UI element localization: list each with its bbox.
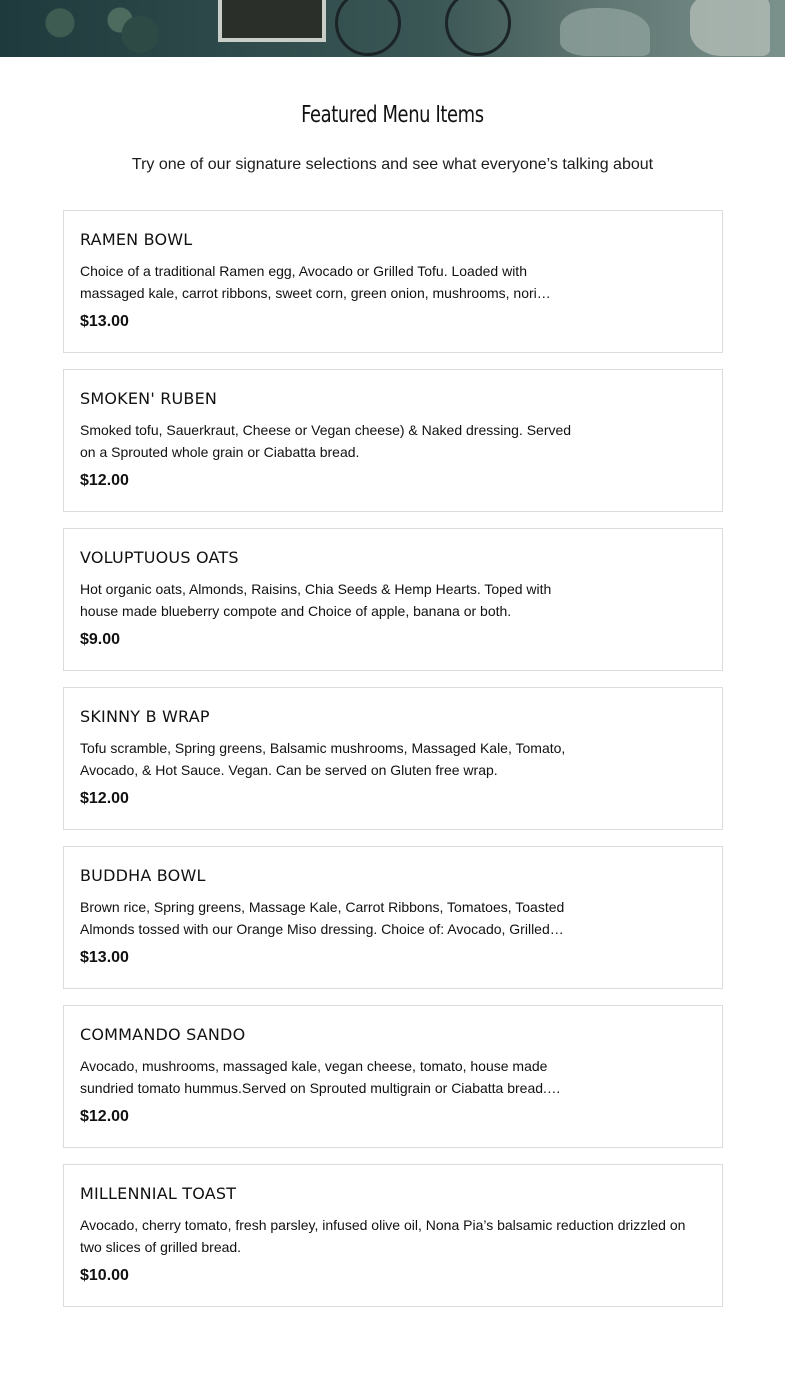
hero-image	[0, 0, 785, 57]
menu-item-card[interactable]	[63, 528, 723, 671]
menu-item-description: Tofu scramble, Spring greens, Balsamic mushrooms, Massaged Kale, Tomato, Avocado, & Hot Sauce. Vegan. Can be served on Gluten free wrap.	[80, 740, 566, 778]
menu-item-description: Smoked tofu, Sauerkraut, Cheese or Vegan cheese) & Naked dressing. Served on a Sprouted whole grain or Ciabatta bread.	[80, 422, 572, 460]
foliage-decoration	[0, 0, 200, 57]
menu-item-card[interactable]	[63, 846, 723, 989]
menu-item-name[interactable]: VOLUPTUOUS OATS	[80, 548, 239, 567]
menu-item-price: $12.00	[80, 1108, 129, 1125]
menu-item-description: Avocado, cherry tomato, fresh parsley, infused olive oil, Nona Pia’s balsamic reduction drizzled on two slices of grilled bread.	[80, 1217, 686, 1255]
menu-item-description: Choice of a traditional Ramen egg, Avocado or Grilled Tofu. Loaded with massaged kale, carrot ribbons, sweet corn, green onion, mushrooms, nori…	[80, 263, 551, 301]
menu-item-name[interactable]: COMMANDO SANDO	[80, 1025, 246, 1044]
menu-item-description: Brown rice, Spring greens, Massage Kale, Carrot Ribbons, Tomatoes, Toasted Almonds tossed with our Orange Miso dressing. Choice of: Avocado, Grilled…	[80, 899, 565, 937]
menu-item-name[interactable]: SKINNY B WRAP	[80, 707, 210, 726]
menu-item-description: Hot organic oats, Almonds, Raisins, Chia Seeds & Hemp Hearts. Toped with house made blueberry compote and Choice of apple, banana or both.	[80, 581, 552, 619]
menu-item-card[interactable]	[63, 369, 723, 512]
page-subtitle: Try one of our signature selections and see what everyone’s talking about	[131, 156, 654, 173]
planter-decoration	[218, 0, 326, 42]
stone-decoration	[560, 8, 650, 56]
menu-item-price: $13.00	[80, 949, 129, 966]
menu-item-description: Avocado, mushrooms, massaged kale, vegan cheese, tomato, house made sundried tomato hummus.Served on Sprouted multigrain or Ciabatta bread.…	[80, 1058, 561, 1096]
menu-item-price: $9.00	[80, 631, 121, 648]
menu-item-card[interactable]	[63, 687, 723, 830]
menu-item-price: $10.00	[80, 1267, 129, 1284]
menu-item-name[interactable]: RAMEN BOWL	[80, 230, 193, 249]
menu-item-card[interactable]	[63, 210, 723, 353]
stone-decoration	[690, 0, 770, 56]
menu-item-price: $12.00	[80, 472, 129, 489]
chair-decoration	[445, 0, 511, 56]
chair-decoration	[335, 0, 401, 56]
menu-item-name[interactable]: MILLENNIAL TOAST	[80, 1184, 237, 1203]
menu-item-name[interactable]: SMOKEN' RUBEN	[80, 389, 218, 408]
menu-item-card[interactable]	[63, 1164, 723, 1307]
menu-list	[63, 210, 723, 1323]
menu-item-name[interactable]: BUDDHA BOWL	[80, 866, 206, 885]
menu-item-price: $13.00	[80, 313, 129, 330]
menu-item-card[interactable]	[63, 1005, 723, 1148]
page-title: Featured Menu Items	[301, 102, 484, 128]
menu-item-price: $12.00	[80, 790, 129, 807]
